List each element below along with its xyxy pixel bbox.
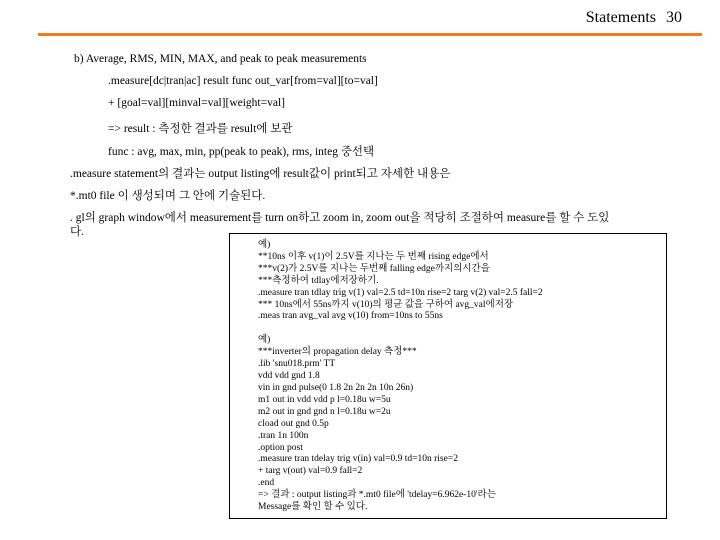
example-line: ***inverter의 propagation delay 측정*** xyxy=(258,347,417,358)
syntax-line-2: + [goal=val][minval=val][weight=val] xyxy=(108,97,285,109)
paragraph-3b: 다. xyxy=(70,226,84,238)
example-line: .option post xyxy=(258,442,303,453)
example-line: .meas tran avg_val avg v(10) from=10ns to 55ns xyxy=(258,311,443,322)
result-desc: => result : 측정한 결과를 result에 보관 xyxy=(108,123,293,135)
syntax-line-1: .measure[dc|tran|ac] result func out_var[from=val][to=val] xyxy=(108,75,378,87)
example-line: *** 10ns에서 55ns까지 v(10)의 평균 값을 구하여 avg_val에저장 xyxy=(258,299,514,310)
func-desc: func : avg, max, min, pp(peak to peak), rms, integ 중선택 xyxy=(108,146,375,158)
example-line: m1 out in vdd vdd p l=0.18u w=5u xyxy=(258,394,391,405)
example-line: + targ v(out) val=0.9 fall=2 xyxy=(258,466,363,477)
slide-header xyxy=(576,9,682,27)
example-line: .measure tran tdlay trig v(1) val=2.5 td=10n rise=2 targ v(2) val=2.5 fall=2 xyxy=(258,287,543,298)
example-line: m2 out in gnd gnd n l=0.18u w=2u xyxy=(258,406,391,417)
paragraph-3a: . gl의 graph window에서 measurement를 turn on하고 zoom in, zoom out을 적당히 조절하여 measure를 할 수 도있 xyxy=(70,212,610,224)
example-box xyxy=(229,233,667,519)
example-line: vdd vdd gnd 1.8 xyxy=(258,371,320,382)
example-line: .end xyxy=(258,478,275,489)
example-line: vin in gnd pulse(0 1.8 2n 2n 2n 10n 26n) xyxy=(258,382,414,393)
example-line: Message를 확인 할 수 있다. xyxy=(258,502,368,513)
example-line: .measure tran tdelay trig v(in) val=0.9 td=10n rise=2 xyxy=(258,454,458,465)
example-line: ***측정하여 tdlay에저장하기. xyxy=(258,275,379,286)
header-title: Statements xyxy=(585,9,656,26)
example-line: => 결과 : output listing과 *.mt0 file에 'tdelay=6.962e-10'라는 xyxy=(258,490,496,501)
example-line: .tran 1n 100n xyxy=(258,430,309,441)
example-line: .lib 'snu018.prm' TT xyxy=(258,359,336,370)
page-number: 30 xyxy=(666,9,682,26)
section-heading: b) Average, RMS, MIN, MAX, and peak to peak measurements xyxy=(74,53,367,65)
paragraph-2: *.mt0 file 이 생성되며 그 안에 기술된다. xyxy=(70,190,266,202)
example-line: cload out gnd 0.5p xyxy=(258,418,329,429)
paragraph-1: .measure statement의 결과는 output listing에 result값이 print되고 자세한 내용은 xyxy=(70,168,451,180)
example-line: ***v(2)가 2.5V를 지나는 두번째 falling edge까지의시간을 xyxy=(258,263,490,274)
example-line: **10ns 이후 v(1)이 2.5V를 지나는 두 번째 rising edge에서 xyxy=(258,251,489,262)
example-line: 예) xyxy=(258,335,271,346)
example-line: 예) xyxy=(258,240,271,250)
header-divider xyxy=(38,33,702,36)
